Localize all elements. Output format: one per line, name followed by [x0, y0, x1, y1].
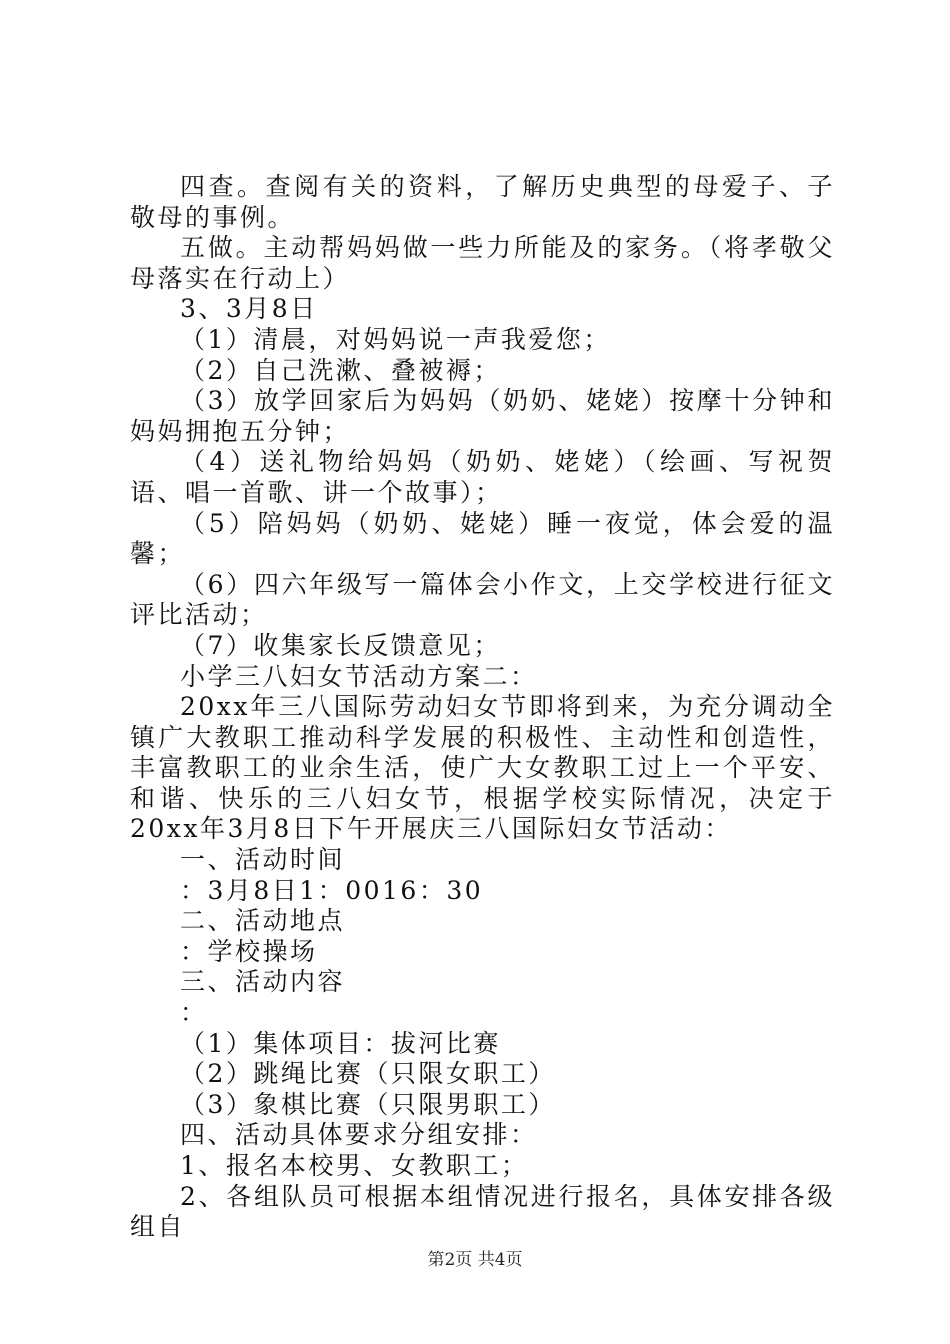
paragraph-8: （5）陪妈妈（奶奶、姥姥）睡一夜觉，体会爱的温馨； — [130, 508, 835, 569]
activity-content-colon: ： — [180, 998, 208, 1028]
requirement-1: 1、报名本校男、女教职工； — [180, 1151, 529, 1180]
activity-location-value: ：学校操场 — [180, 936, 318, 966]
document-body — [130, 172, 835, 1243]
paragraph-9: （6）四六年级写一篇体会小作文，上交学校进行征文评比活动； — [130, 569, 835, 630]
paragraph-1: 四查。查阅有关的资料，了解历史典型的母爱子、子敬母的事例。 — [130, 172, 835, 232]
activity-item-1: （1）集体项目：拔河比赛 — [180, 1028, 501, 1058]
paragraph-10: （7）收集家长反馈意见； — [180, 630, 501, 660]
paragraph-6: （3）放学回家后为妈妈（奶奶、姥姥）按摩十分钟和妈妈拥抱五分钟； — [130, 386, 835, 446]
heading-activity-time: 一、活动时间 — [180, 845, 346, 875]
paragraph-5: （2）自己洗漱、叠被褥； — [180, 355, 501, 385]
paragraph-intro: 20xx年三八国际劳动妇女节即将到来，为充分调动全镇广大教职工推动科学发展的积极性、主动性和创造性，丰富教职工的业余生活，使广大女教职工过上一个平安、和谐、快乐的三八妇女节，根据学校实际情况，决定于20xx年3月8日下午开展庆三八国际妇女节活动： — [130, 692, 835, 844]
heading-requirements: 四、活动具体要求分组安排： — [180, 1120, 538, 1150]
paragraph-7: （4）送礼物给妈妈（奶奶、姥姥）（绘画、写祝贺语、唱一首歌、讲一个故事）； — [130, 447, 835, 507]
paragraph-2: 五做。主动帮妈妈做一些力所能及的家务。（将孝敬父母落实在行动上） — [130, 233, 835, 293]
activity-item-2: （2）跳绳比赛（只限女职工） — [180, 1059, 556, 1089]
section-heading-plan-two: 小学三八妇女节活动方案二： — [180, 661, 538, 691]
heading-activity-location: 二、活动地点 — [180, 906, 346, 936]
activity-time-value: ：3月8日1：0016：30 — [180, 875, 484, 905]
heading-activity-content: 三、活动内容 — [180, 967, 346, 997]
paragraph-4: （1）清晨，对妈妈说一声我爱您； — [180, 324, 611, 354]
page-footer: 第2页 共4页 — [427, 1250, 523, 1270]
activity-item-3: （3）象棋比赛（只限男职工） — [180, 1089, 556, 1119]
requirement-2: 2、各组队员可根据本组情况进行报名，具体安排各级组自 — [130, 1181, 835, 1242]
paragraph-3: 3、3月8日 — [180, 294, 318, 324]
